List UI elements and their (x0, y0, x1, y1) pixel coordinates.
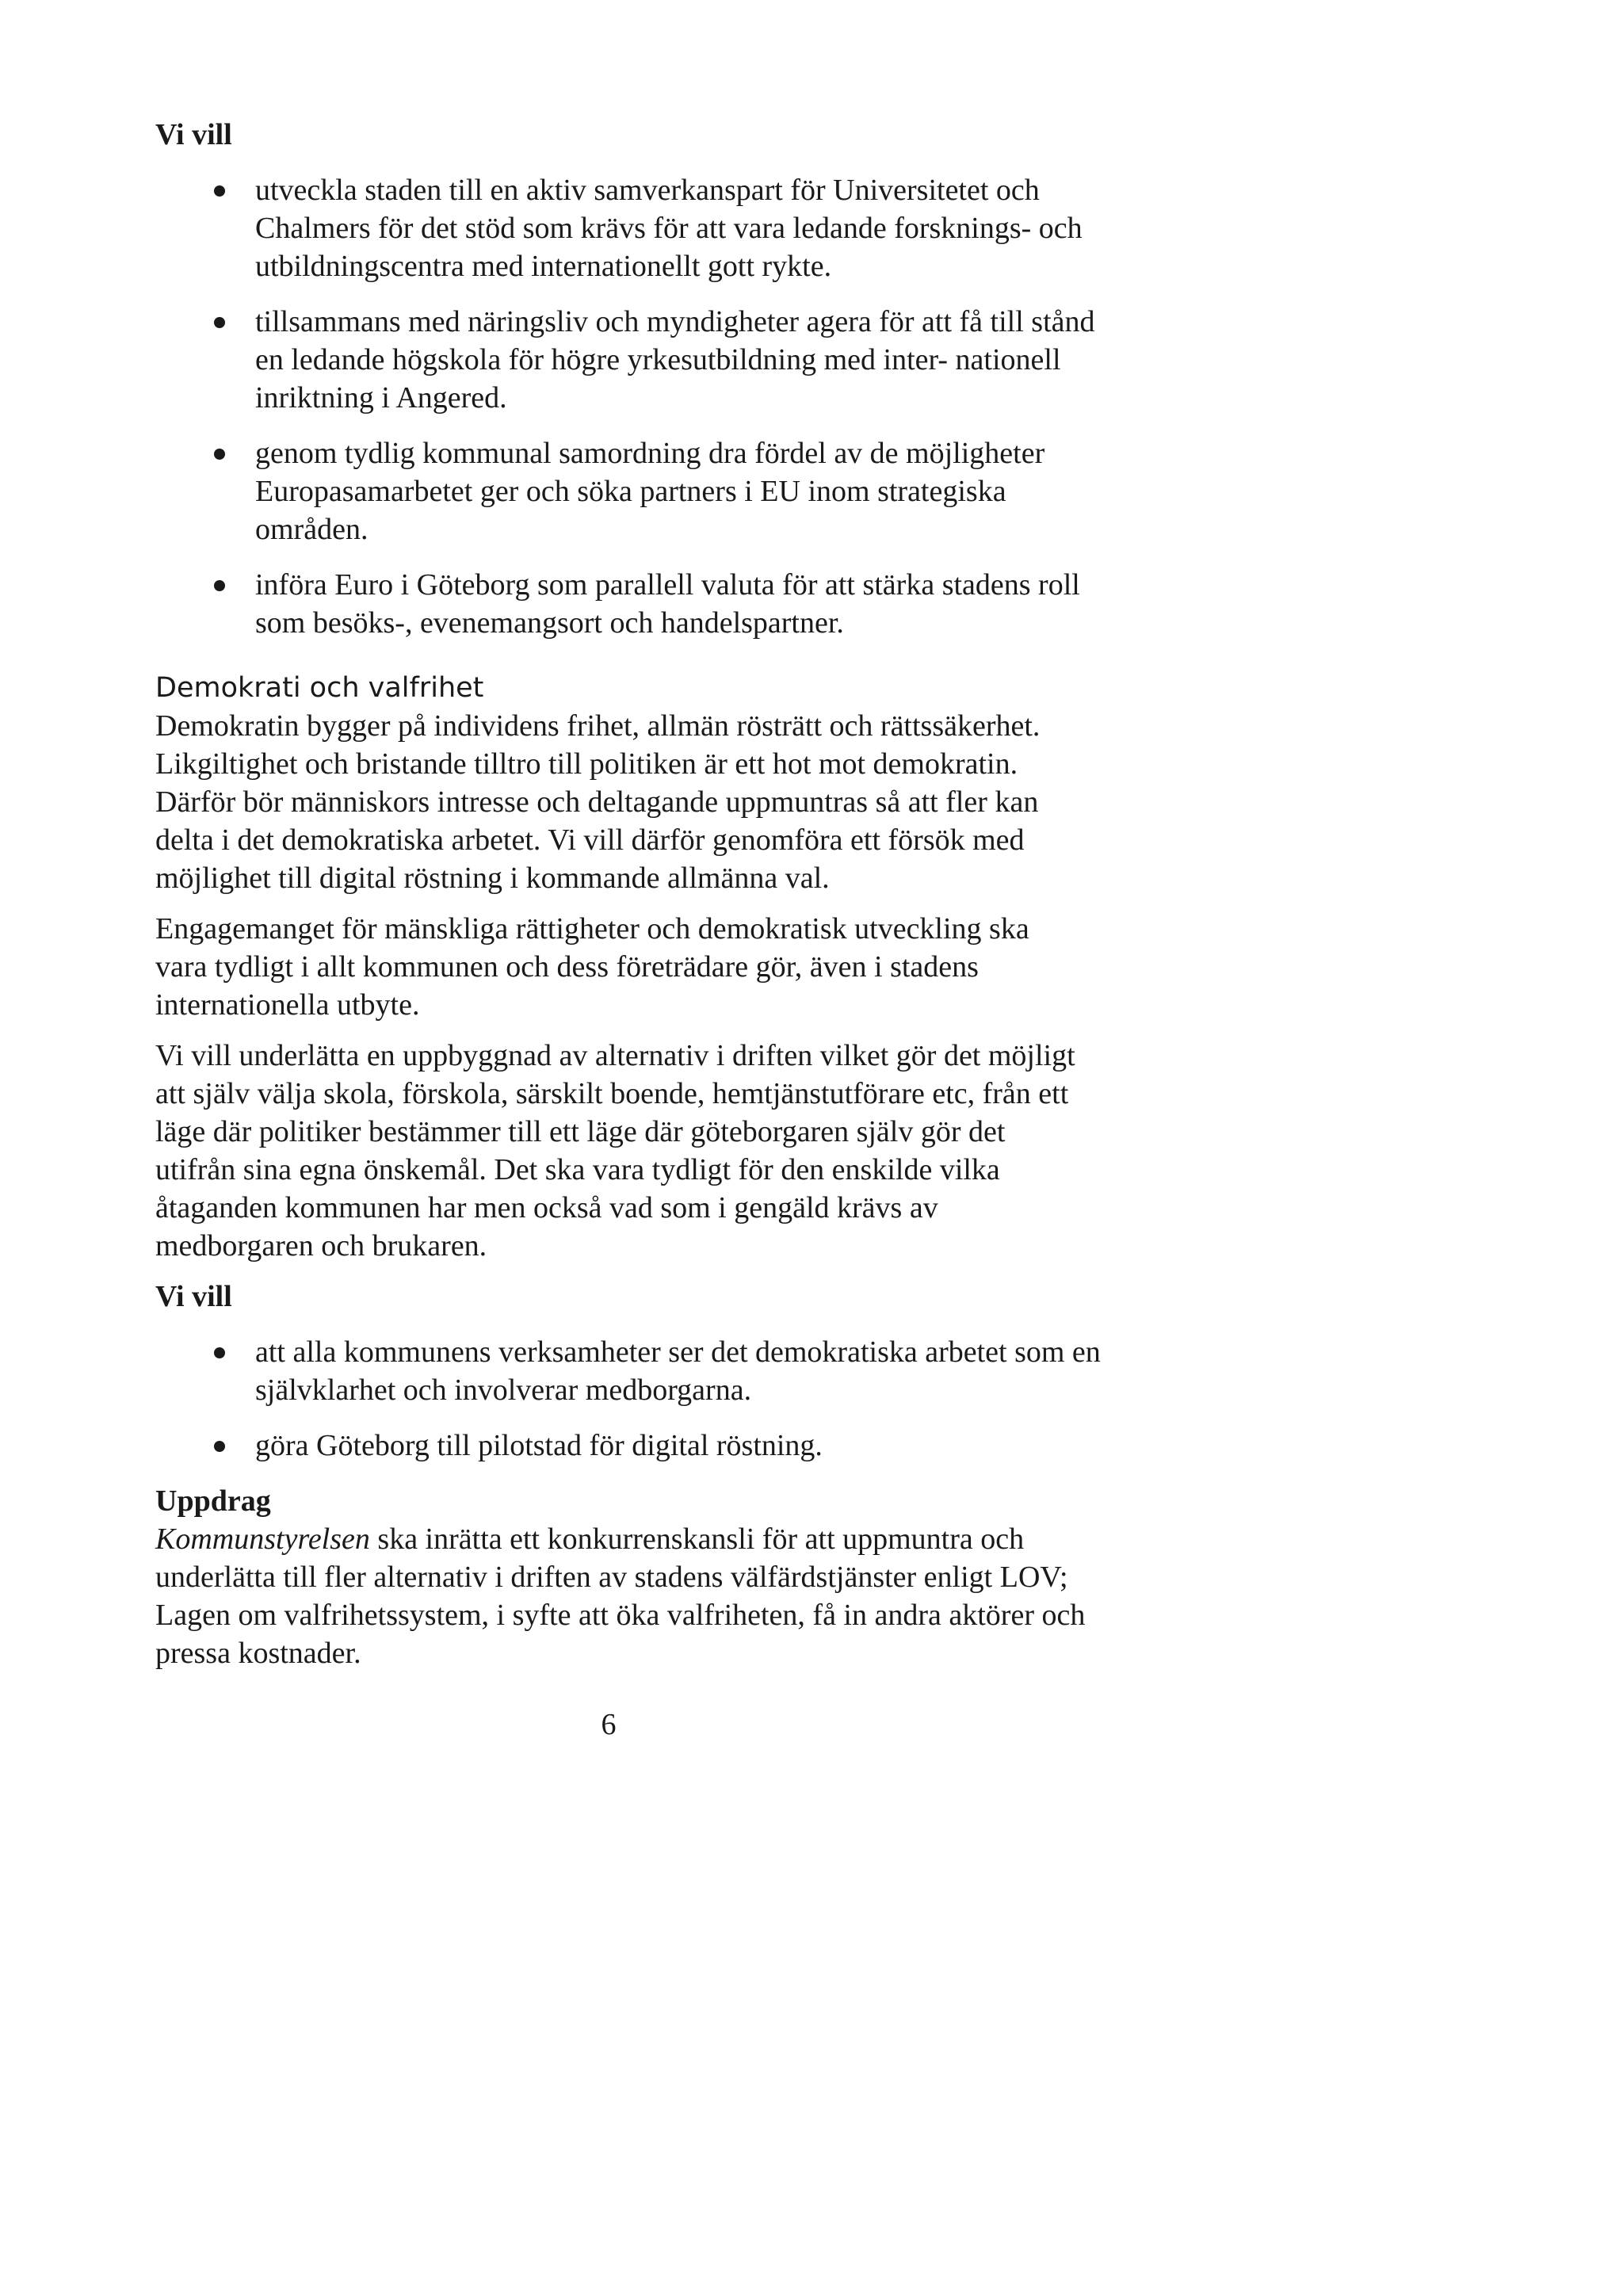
uppdrag-title: Uppdrag (155, 1484, 271, 1518)
paragraph: Vi vill underlätta en uppbyggnad av alternativ i driften vilket gör det möjligt att själv välja skola, förskola, särskilt boende, hemtjänstutförare etc, från ett läge där politiker bestämmer till ett läge där göteborgaren själv gör det utifrån sina egna önskemål. Det ska vara tydligt för den enskilde vilka åtaganden kommunen har men också vad som i gengäld krävs av medborgaren och brukaren. (155, 1039, 1075, 1263)
list-item (155, 171, 1111, 285)
bullet-list-2 (155, 1333, 1101, 1465)
vi-vill-heading-1: Vi vill (155, 118, 232, 151)
bullet-icon (214, 185, 225, 197)
list-item (155, 303, 1111, 417)
bullet-icon (214, 1441, 225, 1452)
list-item (155, 566, 1111, 642)
bullet-icon (214, 317, 225, 328)
bullet-icon (214, 449, 225, 460)
list-item (155, 1333, 1111, 1409)
bullet-text: utveckla staden till en aktiv samverkanspart för Universitetet och Chalmers för det stöd som krävs för att vara ledande forsknings- och utbildningscentra med internationellt gott rykte. (255, 174, 1083, 283)
bullet-text: göra Göteborg till pilotstad för digital röstning. (255, 1429, 823, 1462)
text-column (155, 116, 1101, 1672)
list-item (155, 1427, 1111, 1465)
list-item (155, 434, 1111, 548)
section-title-demokrati: Demokrati och valfrihet (155, 672, 484, 704)
uppdrag-text: ska inrätta ett konkurrenskansli för att uppmuntra och underlätta till fler alternativ i driften av stadens välfärdstjänster enligt LOV; Lagen om valfrihetssystem, i syfte att öka valfriheten, få in andra aktörer och pressa kostnader. (155, 1522, 1086, 1670)
uppdrag-subject: Kommunstyrelsen (155, 1522, 370, 1556)
vi-vill-heading-2: Vi vill (155, 1280, 232, 1313)
bullet-text: att alla kommunens verksamheter ser det demokratiska arbetet som en självklarhet och involverar medborgarna. (255, 1335, 1101, 1407)
bullet-text: tillsammans med näringsliv och myndigheter agera för att få till stånd en ledande högskola för högre yrkesutbildning med inter- nationell inriktning i Angered. (255, 305, 1095, 415)
bullet-text: genom tydlig kommunal samordning dra fördel av de möjligheter Europasamarbetet ger och söka partners i EU inom strategiska områden. (255, 437, 1045, 546)
page-number: 6 (601, 1708, 617, 1741)
paragraph: Demokratin bygger på individens frihet, allmän rösträtt och rättssäkerhet. Likgiltighet och bristande tilltro till politiken är ett hot mot demokratin. Därför bör människors intresse och deltagande uppmuntras så att fler kan delta i det demokratiska arbetet. Vi vill därför genomföra ett försök med möjlighet till digital röstning i kommande allmänna val. (155, 709, 1041, 895)
bullet-icon (214, 1347, 225, 1358)
paragraph: Engagemanget för mänskliga rättigheter och demokratisk utveckling ska vara tydligt i allt kommunen och dess företrädare gör, även i stadens internationella utbyte. (155, 912, 1029, 1022)
bullet-text: införa Euro i Göteborg som parallell valuta för att stärka stadens roll som besöks-, evenemangsort och handelspartner. (255, 568, 1080, 640)
bullet-icon (214, 580, 225, 591)
uppdrag-paragraph (155, 1520, 1087, 1672)
bullet-list-1 (155, 171, 1095, 642)
